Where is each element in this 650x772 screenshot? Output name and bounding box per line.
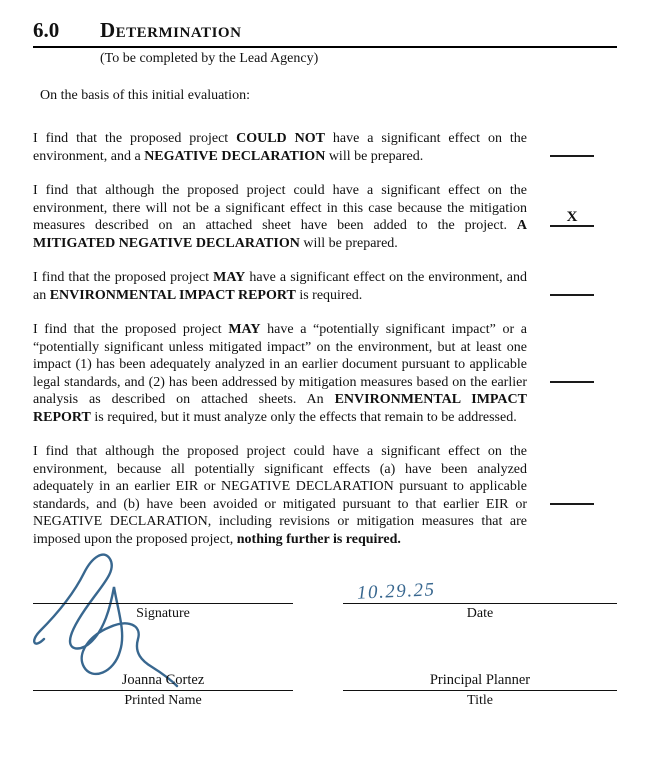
check-line[interactable]	[550, 208, 594, 227]
date-field-group	[343, 565, 617, 622]
finding-text: I find that the proposed project MAY have a significant effect on the environment, and an ENVIRONMENTAL IMPACT REPORT is required.	[33, 270, 527, 303]
signature-label: Signature	[136, 606, 190, 621]
signature-field[interactable]	[33, 565, 293, 604]
finding-text: I find that the proposed project MAY have a “potentially significant impact” or a “potentially significant unless mitigated impact” on the environment, but at least one impact (1) has been adequately analyzed in an earlier document pursuant to applicable legal standards, and (2) has been addressed by mitigation measures based on the earlier analysis as described on attached sheets. An ENVIRONMENTAL IMPACT REPORT is required, but it must analyze only the effects that remain to be addressed.	[33, 322, 527, 425]
date-handwritten-value: 10.29.25	[356, 579, 436, 604]
title-label: Title	[467, 693, 493, 708]
section-title: Determination	[100, 18, 242, 42]
section-subtitle: (To be completed by the Lead Agency)	[100, 51, 319, 66]
signature-field-group	[33, 565, 293, 622]
section-header	[33, 18, 617, 48]
finding-item	[33, 321, 617, 426]
check-line[interactable]	[550, 486, 594, 505]
printed-name-row	[33, 668, 617, 709]
finding-text: I find that although the proposed project could have a significant effect on the environment, there will not be a significant effect in this case because the mitigation measures described on an attached sheet have been added to the project. A MITIGATED NEGATIVE DECLARATION will be prepared.	[33, 183, 527, 251]
finding-text: I find that although the proposed project could have a significant effect on the environment, because all potentially significant effects (a) have been analyzed adequately in an earlier EIR or NEGATIVE DECLARATION pursuant to applicable standards, and (b) have been avoided or mitigated pursuant to that earlier EIR or NEGATIVE DECLARATION, including revisions or mitigation measures that are imposed upon the proposed project, nothing further is required.	[33, 444, 527, 547]
title-field-group	[343, 668, 617, 709]
finding-item	[33, 443, 617, 548]
column-gap	[293, 668, 343, 709]
printed-name-label: Printed Name	[124, 693, 202, 708]
finding-item	[33, 269, 617, 304]
check-line[interactable]	[550, 364, 594, 383]
title-value: Principal Planner	[429, 672, 531, 688]
check-column	[527, 486, 617, 505]
findings-list	[33, 130, 617, 548]
date-field[interactable]	[343, 565, 617, 604]
check-column	[527, 364, 617, 383]
check-column	[527, 208, 617, 227]
check-line[interactable]	[550, 277, 594, 296]
finding-item	[33, 182, 617, 252]
printed-name-value: Joanna Cortez	[121, 672, 205, 688]
check-line[interactable]	[550, 138, 594, 157]
check-column	[527, 277, 617, 296]
printed-name-field-group	[33, 668, 293, 709]
title-field[interactable]	[343, 668, 617, 691]
column-gap	[293, 565, 343, 622]
intro-text: On the basis of this initial evaluation:	[40, 88, 250, 103]
date-label: Date	[466, 606, 494, 621]
signature-row	[33, 565, 617, 622]
check-column	[527, 138, 617, 157]
finding-text: I find that the proposed project COULD NOT have a significant effect on the environment, and a NEGATIVE DECLARATION will be prepared.	[33, 131, 527, 164]
section-number: 6.0	[33, 18, 60, 42]
finding-item	[33, 130, 617, 165]
x-mark: X	[566, 208, 578, 225]
printed-name-field[interactable]	[33, 668, 293, 691]
